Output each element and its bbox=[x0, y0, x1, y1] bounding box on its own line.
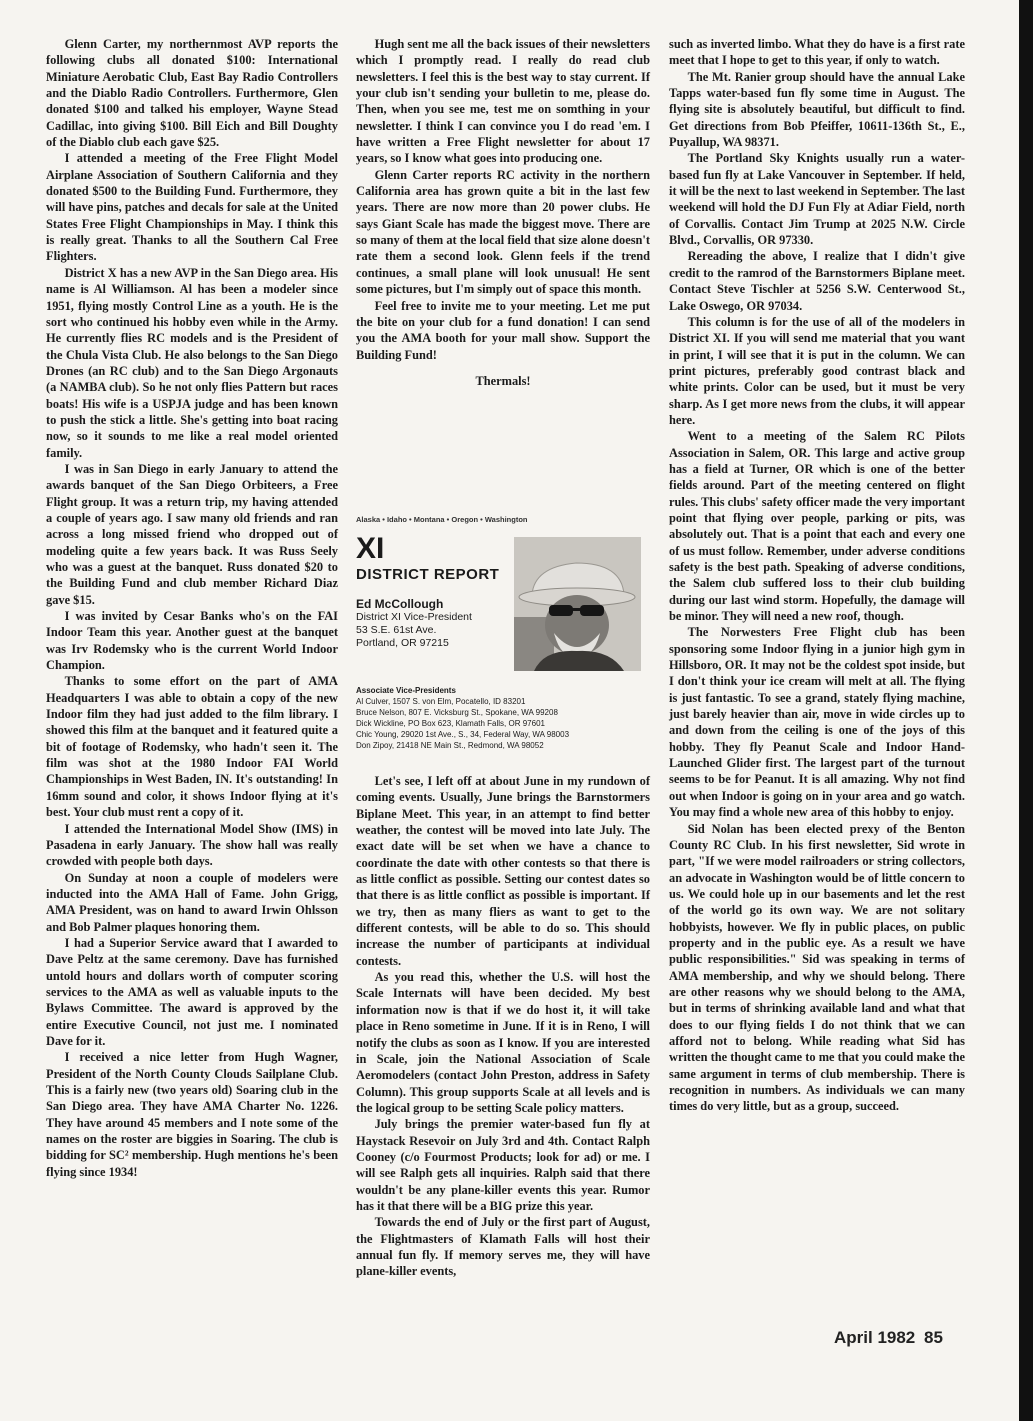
paragraph: The Portland Sky Knights usually run a water-based fun fly at Lake Vancouver in September. If held, it will be the next to last weekend in September. The last weekend will hold the DJ Fun Fly at Adiar Field, north of Corvallis. Contact Jim Trump at 2025 N.W. Circle Blvd., Corvallis, OR 97330. bbox=[669, 151, 965, 248]
district-number: XI bbox=[356, 532, 385, 565]
column-1 bbox=[46, 36, 338, 1180]
paragraph: I was invited by Cesar Banks who's on the FAI Indoor Team this year. Another guest at the banquet was Irv Rodemsky who is the current World Indoor Champion. bbox=[46, 609, 338, 673]
associate-vps bbox=[356, 685, 650, 751]
vp-street: 53 S.E. 61st Ave. bbox=[356, 624, 437, 636]
paragraph: The Mt. Ranier group should have the annual Lake Tapps water-based fun fly some time in August. The flying site is absolutely beautiful, but difficult to find. Get directions from Bob Pfeiffer, 10611-136th St., E., Puyallup, WA 98371. bbox=[669, 69, 965, 150]
paragraph: Glenn Carter, my northernmost AVP reports the following clubs all donated $100: International Miniature Aerobatic Club, East Bay Radio Controllers and the Diablo Radio Controllers. Furthermore, Glen donated $100 and talked his employer, Wayne Stead Cadillac, into giving $100. Bill Eich and Bill Doughty of the Diablo club each gave $25. bbox=[46, 37, 338, 150]
paragraph: Sid Nolan has been elected prexy of the Benton County RC Club. In his first newsletter, Sid wrote in part, "If we were model railroaders or string collectors, an advocate in Washington would be of little concern to us. We could hole up in our basements and let the rest of the world go its own way. We are not solitary hobbyists, however. We fly in public places, on public property and in the public eye. As a result we have public responsibilities." Sid was speaking in terms of AMA membership, and why we should belong. There are other reasons why we should belong to the AMA, but in terms of shrinking available land and what that does to our flying fields I do not think that we can afford not to belong. While reading what Sid has written the thought came to me that you could make the same argument in terms of club membership. There is recognition in numbers. As individuals we can many times do very little, but as a group, succeed. bbox=[669, 821, 965, 1114]
associate-vp-line: Dick Wickline, PO Box 623, Klamath Falls, OR 97601 bbox=[356, 719, 545, 728]
paragraph: Rereading the above, I realize that I didn't give credit to the ramrod of the Barnstormers Biplane meet. Contact Steve Tischler at 5256 S.W. Centerwood St., Lake Oswego, OR 97034. bbox=[669, 249, 965, 313]
paragraph: Let's see, I left off at about June in my rundown of coming events. Usually, June brings the Barnstormers Biplane Meet. This year, in an attempt to find better weather, the contest will be moved into late July. The exact date will be set when we have a chance to coordinate the date with other contests so that there is as little conflict as possible. Setting our contest dates so that there is as little conflict as possible is important. If we try, then as many fliers as want to get to the different contests, will be able to do so. This should increase the number of participants at individual contests. bbox=[356, 774, 650, 968]
district-report-box bbox=[356, 515, 650, 760]
paragraph: Thanks to some effort on the part of AMA Headquarters I was able to obtain a copy of the new Indoor film they had just added to the film library. I showed this film at the banquet and it featured quite a bit of footage of Rodemsky, who hadn't seen it. The film was shot at the 1980 Indoor FAI World Championships in West Baden, IN. It's outstanding! In 16mm sound and color, it shows Indoor flying at it's best. Your club must rent a copy of it. bbox=[46, 674, 338, 820]
associate-vp-line: Bruce Nelson, 807 E. Vicksburg St., Spokane, WA 99208 bbox=[356, 708, 558, 717]
associate-vp-line: Don Zipoy, 21418 NE Main St., Redmond, WA 98052 bbox=[356, 741, 544, 750]
paragraph: I attended the International Model Show (IMS) in Pasadena in early January. The show hall was really crowded with people both days. bbox=[46, 821, 338, 869]
page-number: 85 bbox=[924, 1328, 943, 1347]
paragraph: I attended a meeting of the Free Flight Model Airplane Association of Southern California and they donated $500 to the Building Fund. Furthermore, they will have pins, patches and decals for sale at the United States Free Flight Championships in May. I think this is really great. Thanks to all the Southern Cal Free Flighters. bbox=[46, 151, 338, 264]
vp-title: District XI Vice-President bbox=[356, 611, 472, 623]
paragraph: As you read this, whether the U.S. will host the Scale Internats will have been decided. My best information now is that if we do host it, it will take place in Reno sometime in June. If it is in Reno, I will notify the clubs as soon as I know. If you are interested in Scale, join the National Association of Scale Aeromodelers (contact John Preston, address in Safety Column). This group supports Scale at all levels and is the logical group to be setting Scale policy matters. bbox=[356, 970, 650, 1115]
vp-name: Ed McCollough bbox=[356, 597, 444, 611]
associate-vp-line: Al Culver, 1507 S. von Elm, Pocatello, ID 83201 bbox=[356, 697, 526, 706]
author-photo-illustration bbox=[514, 537, 641, 671]
paragraph: I was in San Diego in early January to attend the awards banquet of the San Diego Orbiteers, a Free Flight group. It was a return trip, my having attended a couple of years ago. I saw many old friends and ran across a long missed friend who dropped out of modeling quite a few years back. It was Russ Seely who was a guest at the banquet. Russ donated $20 to the Building Fund and club member Richard Diaz gave $15. bbox=[46, 461, 338, 607]
column-2-lower bbox=[356, 773, 650, 1280]
paragraph: such as inverted limbo. What they do have is a first rate meet that I hope to get to this year, if only to watch. bbox=[669, 37, 965, 68]
author-photo bbox=[514, 537, 641, 671]
signoff: Thermals! bbox=[475, 373, 531, 388]
paragraph: On Sunday at noon a couple of modelers were inducted into the AMA Hall of Fame. John Grigg, AMA President, was on hand to award Irwin Ohlsson and Bob Palmer plaques honoring them. bbox=[46, 870, 338, 934]
paragraph: District X has a new AVP in the San Diego area. His name is Al Williamson. Al has been a modeler since 1951, flying mostly Control Line as a youth. He is the sort who continued his hobby even while in the Army. He currently flies RC models and is the President of the Chula Vista Club. He also belongs to the San Diego Drones (an RC club) and to the San Diego Argonauts (a NAMBA club). So he not only flies Pattern but races boats! His wife is a USPJA judge and has been known to push the stick a little. She's getting into boat racing now, so it sounds to me like a real model oriented family. bbox=[46, 265, 338, 460]
district-states: Alaska • Idaho • Montana • Oregon • Washington bbox=[356, 515, 528, 524]
paragraph: This column is for the use of all of the modelers in District XI. If you will send me material that you want in print, I will see that it is put in the column. We can print pictures, preferably good contrast black and white prints. Color can be used, but it must be very sharp. As I get more news from the clubs, it will appear here. bbox=[669, 314, 965, 427]
paragraph: Glenn Carter reports RC activity in the northern California area has grown quite a bit in the last few years. There are now more than 20 power clubs. He says Giant Scale has made the biggest move. There are so many of them at the local field that size alone doesn't rate them a second look. Glenn feels if the trend continues, a small plane will look unusual! He sent some pictures, but I'm simply out of space this month. bbox=[356, 167, 650, 297]
paragraph: Hugh sent me all the back issues of their newsletters which I promptly read. I really do read club newsletters. I feel this is the best way to stay current. If your club isn't sending your bulletin to me, please do. Then, when you see me, test me on somthing in your newsletter. I think I can convince you I do read 'em. I have written a Free Flight newsletter for about 17 years, so I know what goes into producing one. bbox=[356, 37, 650, 166]
paragraph: Went to a meeting of the Salem RC Pilots Association in Salem, OR. This large and active group has a field at Turner, OR which is one of the better fields around. Part of the meeting centered on flight rules. This clubs' safety officer made the very important point that flying over people, parking or pits, was absolutely out. That is a point that each and every one of us must follow. Remember, under adverse conditions safety is the best path. Speaking of adverse conditions, the Salem club suffered loss to their club building during our last wind storm. Hopefully, the damage will be minor. They will need a new roof, though. bbox=[669, 429, 965, 624]
associate-vps-heading: Associate Vice-Presidents bbox=[356, 686, 456, 695]
vp-city: Portland, OR 97215 bbox=[356, 637, 449, 649]
paragraph: Towards the end of July or the first part of August, the Flightmasters of Klamath Falls will host their annual fun fly. If memory serves me, they will have plane-killer events, bbox=[356, 1215, 650, 1279]
associate-vp-line: Chic Young, 29020 1st Ave., S., 34, Federal Way, WA 98003 bbox=[356, 730, 570, 739]
paragraph: July brings the premier water-based fun fly at Haystack Resevoir on July 3rd and 4th. Contact Ralph Cooney (c/o Fourmost Products; look for ad) or me. I will see Ralph gets all inquiries. Ralph said that there wouldn't be any plane-killer events this year. Rumor has it that there will be a BIG prize this year. bbox=[356, 1117, 650, 1213]
district-report-title: DISTRICT REPORT bbox=[356, 566, 500, 583]
paragraph: The Norwesters Free Flight club has been sponsoring some Indoor flying in a junior high gym in Hillsboro, OR. It may not be the coldest spot inside, but I don't think your ice cream will melt at all. The flying is just fantastic. To see a grand, stately flying machine, just barely heavier than air, move in wide circles up to and down from the ceiling is one of the joys of this hobby. They fly Peanut Scale and Indoor Hand-Launched Glider first. The largest part of the turnout seems to be for Peanut. It is all amazing. Why not find out when Indoor is going on in your area and go watch. You may find a whole new area of this hobby to enjoy. bbox=[669, 625, 965, 820]
paragraph: I received a nice letter from Hugh Wagner, President of the North County Clouds Sailplane Club. This is a fairly new (two years old) Soaring club in the San Diego area. They have AMA Charter No. 1226. They have around 45 members and I note some of the names on the roster are biggies in Soaring. The club is bidding for SC² membership. Hugh mentions he's been flying since 1934! bbox=[46, 1050, 338, 1179]
issue-date: April 1982 bbox=[834, 1328, 916, 1347]
column-3 bbox=[669, 36, 965, 1115]
page-footer bbox=[830, 1328, 943, 1348]
paragraph: Feel free to invite me to your meeting. Let me put the bite on your club for a fund donation! I can send you the AMA booth for your mall show. Support the Building Fund! bbox=[356, 298, 650, 362]
paragraph: I had a Superior Service award that I awarded to Dave Peltz at the same ceremony. Dave has furnished untold hours and dollars worth of computer scoring services to the AMA as well as valuable inputs to the Bylaws Committee. The award is approved by the entire Executive Council, not just me. I nominated Dave for it. bbox=[46, 935, 338, 1048]
